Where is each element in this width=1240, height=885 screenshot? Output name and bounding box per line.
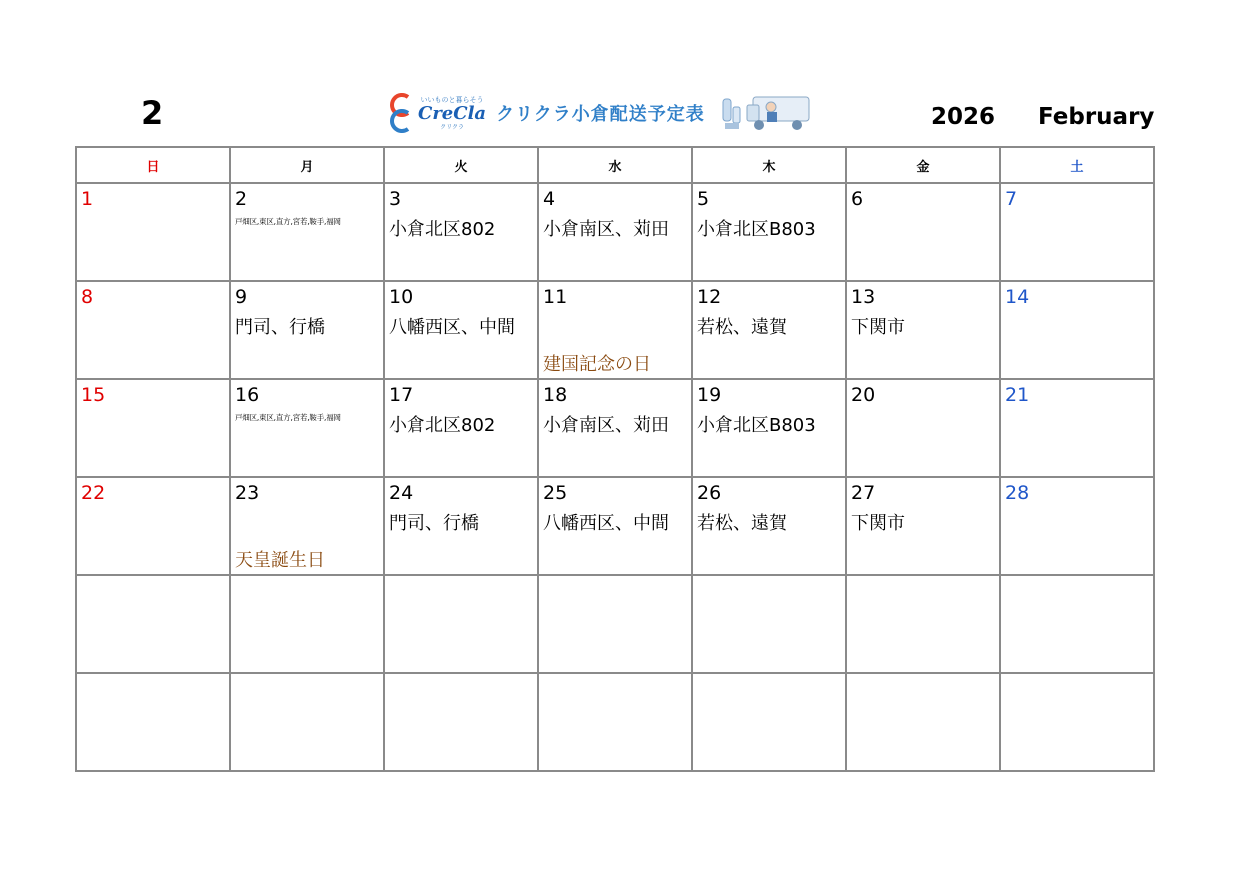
day-number: 18 bbox=[543, 384, 568, 406]
calendar-day-cell bbox=[846, 183, 1000, 281]
day-number: 11 bbox=[543, 286, 568, 308]
day-cell-content bbox=[77, 674, 229, 770]
calendar-day-cell bbox=[384, 281, 538, 379]
delivery-area: 八幡西区、中間 bbox=[389, 317, 515, 338]
schedule-title: クリクラ小倉配送予定表 bbox=[496, 104, 705, 125]
day-cell-content bbox=[1001, 282, 1153, 378]
day-number: 20 bbox=[851, 384, 876, 406]
delivery-area: 小倉北区802 bbox=[389, 415, 496, 436]
day-number: 25 bbox=[543, 482, 568, 504]
weekday-header: 金 bbox=[846, 147, 1000, 183]
logo-wordmark bbox=[418, 96, 486, 131]
month-number: 2 bbox=[141, 94, 164, 132]
weekday-header: 木 bbox=[692, 147, 846, 183]
day-cell-content bbox=[231, 576, 383, 672]
calendar-day-cell bbox=[692, 183, 846, 281]
delivery-area: 小倉北区B803 bbox=[697, 415, 816, 436]
logo-tagline: いいものと暮らそう bbox=[420, 95, 484, 104]
weekday-header: 水 bbox=[538, 147, 692, 183]
day-cell-content bbox=[539, 576, 691, 672]
calendar-grid bbox=[75, 146, 1155, 772]
calendar-day-cell bbox=[538, 379, 692, 477]
day-number: 15 bbox=[81, 384, 106, 406]
calendar-week-row bbox=[76, 673, 1154, 771]
day-number: 22 bbox=[81, 482, 106, 504]
day-number: 2 bbox=[235, 188, 248, 210]
calendar-day-cell bbox=[538, 281, 692, 379]
logo-name: CreCla bbox=[418, 102, 487, 124]
day-number: 27 bbox=[851, 482, 876, 504]
day-number: 26 bbox=[697, 482, 722, 504]
calendar-week-row bbox=[76, 379, 1154, 477]
delivery-area: 小倉南区、苅田 bbox=[543, 415, 669, 436]
weekday-header: 日 bbox=[76, 147, 230, 183]
day-cell-content bbox=[1001, 576, 1153, 672]
calendar-day-cell bbox=[384, 477, 538, 575]
day-cell-content bbox=[385, 184, 537, 280]
delivery-area: 戸畑区,東区,直方,宮若,鞍手,福岡 bbox=[235, 217, 341, 226]
delivery-area: 小倉南区、苅田 bbox=[543, 219, 669, 240]
year-label: 2026 bbox=[931, 104, 996, 130]
day-number: 21 bbox=[1005, 384, 1030, 406]
calendar-day-cell bbox=[230, 575, 384, 673]
day-cell-content bbox=[693, 674, 845, 770]
calendar-day-cell bbox=[692, 477, 846, 575]
calendar-day-cell bbox=[76, 477, 230, 575]
calendar-day-cell bbox=[846, 575, 1000, 673]
calendar-day-cell bbox=[538, 183, 692, 281]
day-cell-content bbox=[539, 184, 691, 280]
day-cell-content bbox=[1001, 674, 1153, 770]
delivery-area: 下関市 bbox=[851, 317, 905, 338]
day-number: 3 bbox=[389, 188, 402, 210]
day-cell-content bbox=[231, 184, 383, 280]
day-cell-content bbox=[539, 282, 691, 378]
day-cell-content bbox=[847, 184, 999, 280]
crecla-c-icon bbox=[388, 91, 414, 135]
day-cell-content bbox=[1001, 184, 1153, 280]
calendar-day-cell bbox=[846, 379, 1000, 477]
logo-name-kana: クリクラ bbox=[440, 123, 464, 131]
day-cell-content bbox=[693, 478, 845, 574]
day-cell-content bbox=[231, 282, 383, 378]
day-cell-content bbox=[1001, 380, 1153, 476]
day-number: 23 bbox=[235, 482, 260, 504]
calendar-day-cell bbox=[692, 575, 846, 673]
month-name: February bbox=[1038, 104, 1155, 130]
day-cell-content bbox=[385, 282, 537, 378]
weekday-header: 土 bbox=[1000, 147, 1154, 183]
delivery-area: 小倉北区802 bbox=[389, 219, 496, 240]
weekday-header: 月 bbox=[230, 147, 384, 183]
weekday-header: 火 bbox=[384, 147, 538, 183]
calendar-day-cell bbox=[76, 575, 230, 673]
day-cell-content bbox=[231, 380, 383, 476]
day-cell-content bbox=[847, 282, 999, 378]
day-cell-content bbox=[539, 478, 691, 574]
crecla-logo bbox=[388, 88, 848, 138]
calendar-day-cell bbox=[76, 183, 230, 281]
calendar-day-cell bbox=[692, 673, 846, 771]
calendar-day-cell bbox=[230, 183, 384, 281]
calendar-day-cell bbox=[846, 281, 1000, 379]
calendar-day-cell bbox=[1000, 281, 1154, 379]
day-number: 1 bbox=[81, 188, 94, 210]
calendar-day-cell bbox=[1000, 379, 1154, 477]
day-cell-content bbox=[539, 674, 691, 770]
delivery-truck-icon bbox=[719, 91, 815, 135]
calendar-day-cell bbox=[692, 379, 846, 477]
delivery-area: 戸畑区,東区,直方,宮若,鞍手,福岡 bbox=[235, 413, 341, 422]
day-number: 6 bbox=[851, 188, 864, 210]
day-cell-content bbox=[77, 184, 229, 280]
delivery-area: 下関市 bbox=[851, 513, 905, 534]
day-number: 5 bbox=[697, 188, 710, 210]
day-cell-content bbox=[847, 674, 999, 770]
day-cell-content bbox=[847, 576, 999, 672]
calendar-day-cell bbox=[384, 575, 538, 673]
calendar-day-cell bbox=[538, 477, 692, 575]
day-number: 24 bbox=[389, 482, 414, 504]
calendar-day-cell bbox=[1000, 183, 1154, 281]
day-cell-content bbox=[1001, 478, 1153, 574]
holiday-label: 天皇誕生日 bbox=[235, 550, 325, 571]
delivery-area: 門司、行橋 bbox=[389, 513, 479, 534]
day-number: 17 bbox=[389, 384, 414, 406]
day-number: 12 bbox=[697, 286, 722, 308]
calendar-day-cell bbox=[230, 673, 384, 771]
day-cell-content bbox=[231, 674, 383, 770]
day-cell-content bbox=[693, 576, 845, 672]
calendar-week-row bbox=[76, 575, 1154, 673]
delivery-area: 八幡西区、中間 bbox=[543, 513, 669, 534]
day-number: 28 bbox=[1005, 482, 1030, 504]
day-number: 8 bbox=[81, 286, 94, 308]
day-number: 16 bbox=[235, 384, 260, 406]
day-cell-content bbox=[693, 380, 845, 476]
day-cell-content bbox=[693, 282, 845, 378]
calendar-day-cell bbox=[692, 281, 846, 379]
calendar-day-cell bbox=[76, 379, 230, 477]
day-cell-content bbox=[385, 576, 537, 672]
day-cell-content bbox=[77, 576, 229, 672]
day-number: 10 bbox=[389, 286, 414, 308]
calendar-day-cell bbox=[1000, 477, 1154, 575]
day-cell-content bbox=[385, 380, 537, 476]
calendar-day-cell bbox=[384, 183, 538, 281]
calendar-week-row bbox=[76, 183, 1154, 281]
day-number: 19 bbox=[697, 384, 722, 406]
day-cell-content bbox=[539, 380, 691, 476]
delivery-area: 若松、遠賀 bbox=[697, 317, 787, 338]
day-cell-content bbox=[77, 282, 229, 378]
calendar-day-cell bbox=[846, 477, 1000, 575]
calendar-day-cell bbox=[76, 673, 230, 771]
calendar-day-cell bbox=[76, 281, 230, 379]
calendar-day-cell bbox=[1000, 575, 1154, 673]
calendar-day-cell bbox=[230, 477, 384, 575]
day-number: 13 bbox=[851, 286, 876, 308]
day-number: 7 bbox=[1005, 188, 1018, 210]
weekday-header-row bbox=[76, 147, 1154, 183]
day-number: 14 bbox=[1005, 286, 1030, 308]
calendar-week-row bbox=[76, 281, 1154, 379]
calendar-week-row bbox=[76, 477, 1154, 575]
calendar-day-cell bbox=[230, 281, 384, 379]
calendar-day-cell bbox=[1000, 673, 1154, 771]
day-cell-content bbox=[847, 380, 999, 476]
day-number: 9 bbox=[235, 286, 248, 308]
calendar-day-cell bbox=[538, 673, 692, 771]
delivery-area: 小倉北区B803 bbox=[697, 219, 816, 240]
calendar-day-cell bbox=[230, 379, 384, 477]
calendar-day-cell bbox=[538, 575, 692, 673]
day-cell-content bbox=[385, 478, 537, 574]
day-cell-content bbox=[77, 380, 229, 476]
day-number: 4 bbox=[543, 188, 556, 210]
holiday-label: 建国記念の日 bbox=[543, 354, 651, 375]
day-cell-content bbox=[693, 184, 845, 280]
calendar-day-cell bbox=[846, 673, 1000, 771]
calendar-day-cell bbox=[384, 379, 538, 477]
calendar-day-cell bbox=[384, 673, 538, 771]
day-cell-content bbox=[847, 478, 999, 574]
day-cell-content bbox=[231, 478, 383, 574]
delivery-area: 若松、遠賀 bbox=[697, 513, 787, 534]
day-cell-content bbox=[77, 478, 229, 574]
delivery-area: 門司、行橋 bbox=[235, 317, 325, 338]
day-cell-content bbox=[385, 674, 537, 770]
